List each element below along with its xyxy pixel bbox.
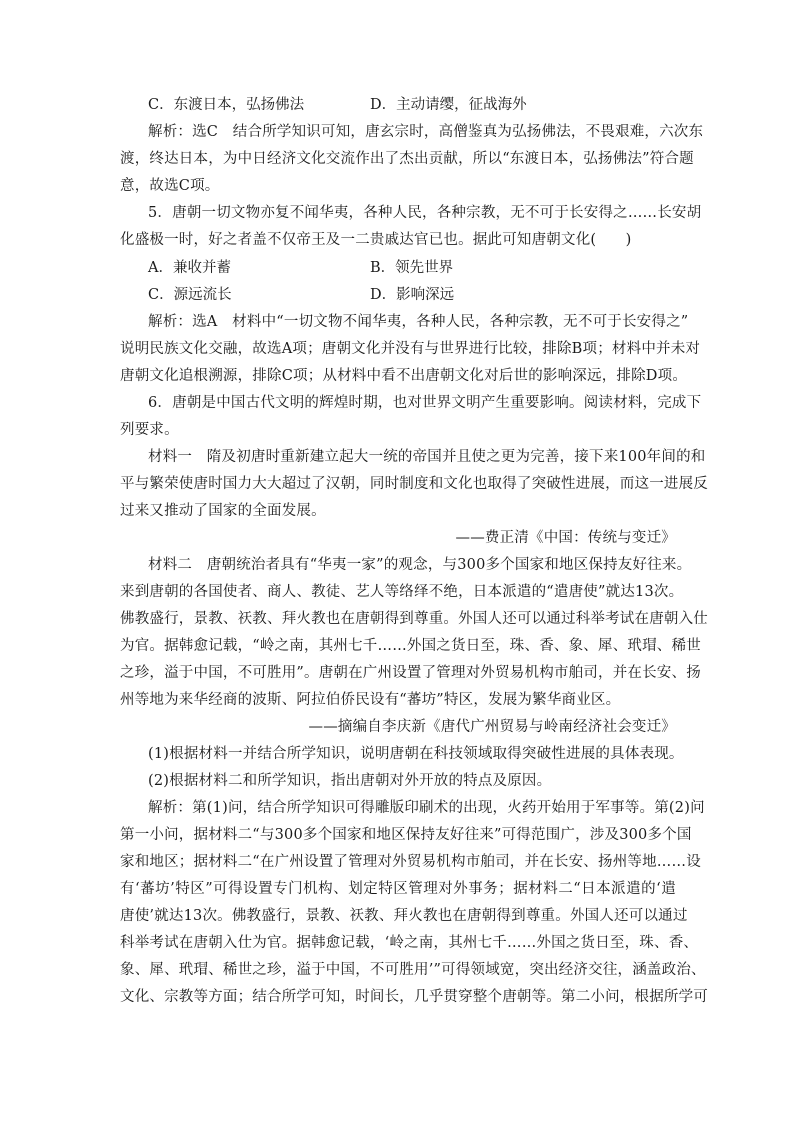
q5-option-d: D．影响深远 <box>370 287 455 303</box>
material-one-line: 过来又推动了国家的全面发展。 <box>120 503 326 519</box>
material-one-line: 平与繁荣使唐时国力大大超过了汉朝，同时制度和文化也取得了突破性进展，而这一进展反 <box>120 476 708 492</box>
material-one-source: ——费正清《中国：传统与变迁》 <box>455 530 676 546</box>
q5-analysis-line: 唐朝文化追根溯源，排除C项；从材料中看不出唐朝文化对后世的影响深远，排除D项。 <box>120 368 688 384</box>
q6-analysis-line: 有‘蕃坊’特区”可得设置专门机构、划定特区管理对外事务；据材料二“日本派遣的‘遣 <box>120 881 676 897</box>
material-two-line: 之珍，溢于中国，不可胜用”。唐朝在广州设置了管理对外贸易机构市舶司，并在长安、扬 <box>120 665 701 681</box>
q6-analysis-line: 第一小问，据材料二“与300多个国家和地区保持友好往来”可得范围广，涉及300多个国 <box>120 827 692 843</box>
material-two-line: 州等地为来华经商的波斯、阿拉伯侨民设有“蕃坊”特区，发展为繁华商业区。 <box>120 692 621 708</box>
q6-analysis-line: 唐使’就达13次。佛教盛行，景教、祆教、拜火教也在唐朝得到尊重。外国人还可以通过 <box>120 908 688 924</box>
q5-analysis-line: 解析：选A 材料中“一切文物不闻华夷，各种人民，各种宗教，无不可于长安得之” <box>148 314 689 330</box>
q4-option-d: D．主动请缨，征战海外 <box>370 97 527 113</box>
material-two-line: 材料二 唐朝统治者具有“华夷一家”的观念，与300多个国家和地区保持友好往来。 <box>148 557 692 573</box>
q5-option-c: C．源远流长 <box>148 287 232 303</box>
material-two-source: ——摘编自李庆新《唐代广州贸易与岭南经济社会变迁》 <box>308 719 676 735</box>
q6-stem-line: 列要求。 <box>120 422 179 438</box>
q5-option-b: B．领先世界 <box>370 260 454 276</box>
q5-stem-line: 5．唐朝一切文物亦复不闻华夷，各种人民，各种宗教，无不可于长安得之……长安胡 <box>148 205 702 221</box>
q5-stem-line: 化盛极一时，好之者盖不仅帝王及一二贵戚达官已也。据此可知唐朝文化( ) <box>120 232 632 248</box>
q6-analysis-line: 解析：第(1)问，结合所学知识可得雕版印刷术的出现，火药开始用于军事等。第(2)问 <box>148 800 705 816</box>
q4-analysis-line: 意，故选C项。 <box>120 178 220 194</box>
q4-option-c: C．东渡日本，弘扬佛法 <box>148 97 305 113</box>
material-two-line: 佛教盛行，景教、祆教、拜火教也在唐朝得到尊重。外国人还可以通过科举考试在唐朝入仕 <box>120 611 708 627</box>
q6-analysis-line: 家和地区；据材料二“在广州设置了管理对外贸易机构市舶司，并在长安、扬州等地……设 <box>120 854 701 870</box>
material-two-line: 来到唐朝的各国使者、商人、教徒、艺人等络绎不绝，日本派遣的“遣唐使”就达13次。 <box>120 584 684 600</box>
material-one-line: 材料一 隋及初唐时重新建立起大一统的帝国并且使之更为完善，接下来100年间的和 <box>148 449 706 465</box>
q6-analysis-line: 科举考试在唐朝入仕为官。据韩愈记载，‘岭之南，其州七千……外国之货日至，珠、香、 <box>120 935 699 951</box>
q6-requirement-2: (2)根据材料二和所学知识，指出唐朝对外开放的特点及原因。 <box>148 773 552 789</box>
q6-analysis-line: 文化、宗教等方面；结合所学可知，时间长，几乎贯穿整个唐朝等。第二小问，根据所学可 <box>120 989 708 1005</box>
q6-stem-line: 6．唐朝是中国古代文明的辉煌时期，也对世界文明产生重要影响。阅读材料，完成下 <box>148 395 702 411</box>
q4-analysis-line: 渡，终达日本，为中日经济文化交流作出了杰出贡献，所以“东渡日本，弘扬佛法”符合题 <box>120 151 694 167</box>
q5-option-a: A．兼收并蓄 <box>148 260 231 276</box>
material-two-line: 为官。据韩愈记载，“岭之南，其州七千……外国之货日至，珠、香、象、犀、玳瑁、稀世 <box>120 638 701 654</box>
q6-requirement-1: (1)根据材料一并结合所学知识，说明唐朝在科技领域取得突破性进展的具体表现。 <box>148 746 684 762</box>
q6-analysis-line: 象、犀、玳瑁、稀世之珍，溢于中国，不可胜用’”可得领域宽，突出经济交往，涵盖政治、 <box>120 962 706 978</box>
q4-analysis-line: 解析：选C 结合所学知识可知，唐玄宗时，高僧鉴真为弘扬佛法，不畏艰难，六次东 <box>148 124 704 140</box>
q5-analysis-line: 说明民族文化交融，故选A项；唐朝文化并没有与世界进行比较，排除B项；材料中并未对 <box>120 341 701 357</box>
